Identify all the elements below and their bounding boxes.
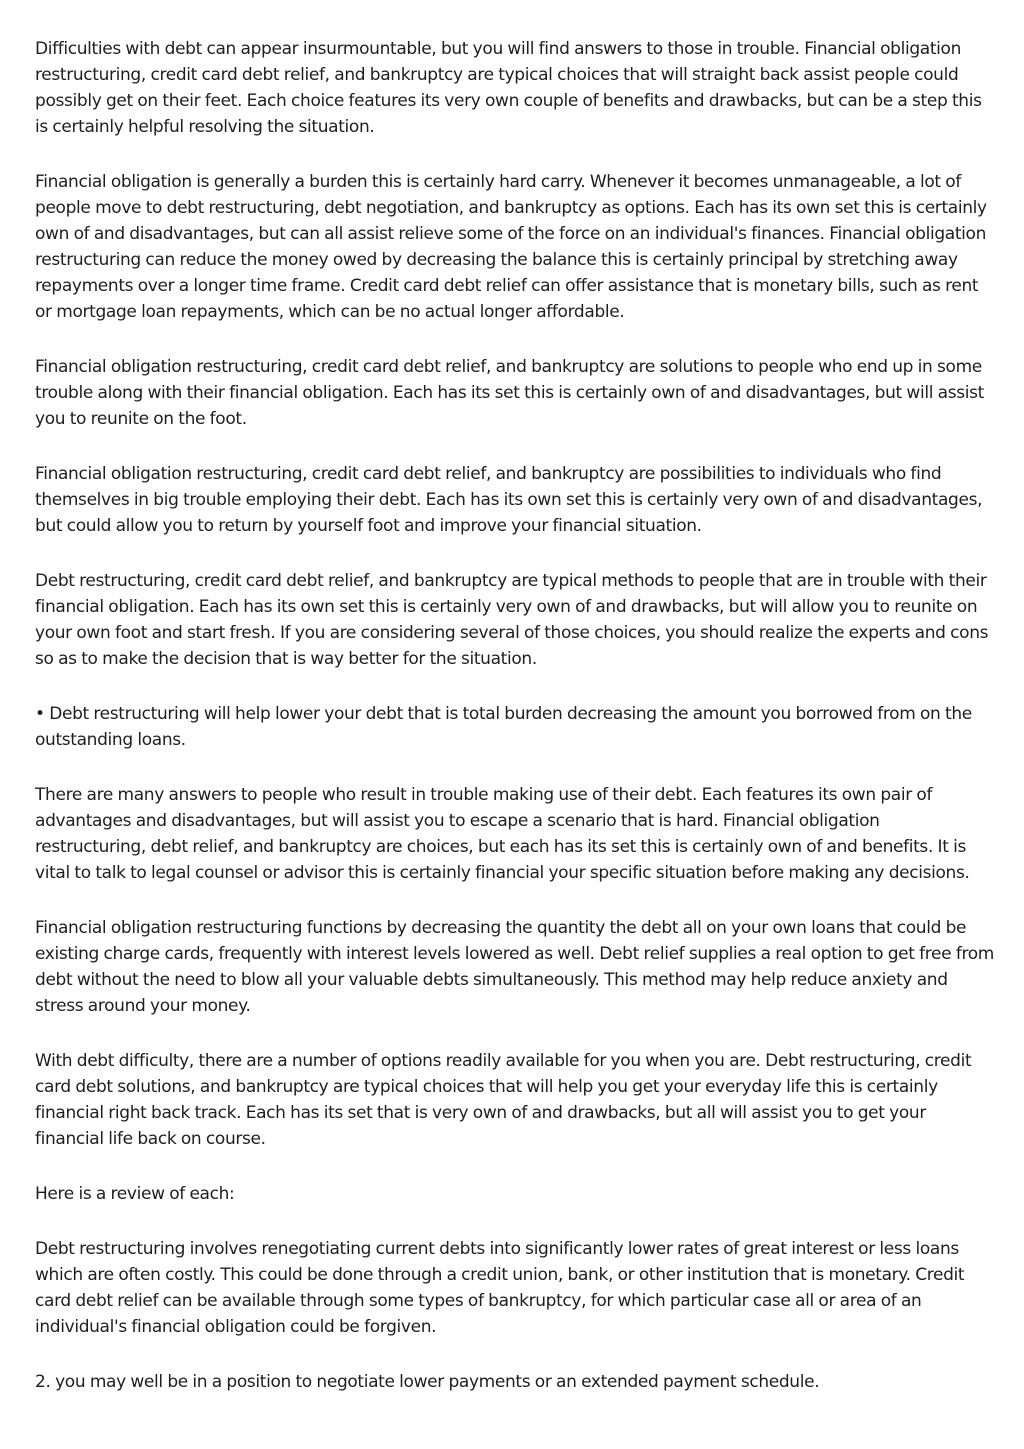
paragraph: Financial obligation restructuring functions by decreasing the quantity the debt all on your own loans that could be existing charge cards, frequently with interest levels lowered as well. Debt relief supplies a real option to get free from debt without the need to blow all your valuable debts simultaneously. This method may help reduce anxiety and stress around your money. [35,918,994,1016]
paragraph: Difficulties with debt can appear insurmountable, but you will find answers to those in trouble. Financial obligation restructuring, credit card debt relief, and bankruptcy are typical choices that will straight back assist people could possibly get on their feet. Each choice features its very own couple of benefits and drawbacks, but can be a step this is certainly helpful resolving the situation. [35,39,982,137]
bullet-paragraph: • Debt restructuring will help lower your debt that is total burden decreasing the amount you borrowed from on the outstanding loans. [35,704,972,750]
paragraph: There are many answers to people who result in trouble making use of their debt. Each features its own pair of advantages and disadvantages, but will assist you to escape a scenario that is hard. Financial obligation restructuring, debt relief, and bankruptcy are choices, but each has its set this is certainly own of and benefits. It is vital to talk to legal counsel or advisor this is certainly financial your specific situation before making any decisions. [35,785,970,883]
paragraph: With debt difficulty, there are a number of options readily available for you when you are. Debt restructuring, credit card debt solutions, and bankruptcy are typical choices that will help you get your everyday life this is certainly financial right back track. Each has its set that is very own of and drawbacks, but all will assist you to get your financial life back on course. [35,1051,972,1149]
paragraph: Debt restructuring, credit card debt relief, and bankruptcy are typical methods to people that are in trouble with their financial obligation. Each has its own set this is certainly very own of and drawbacks, but will allow you to reunite on your own foot and start fresh. If you are considering several of those choices, you should realize the experts and cons so as to make the decision that is way better for the situation. [35,571,989,669]
numbered-paragraph: 2. you may well be in a position to negotiate lower payments or an extended payment schedule. [35,1372,820,1392]
paragraph: Debt restructuring involves renegotiating current debts into significantly lower rates of great interest or less loans which are often costly. This could be done through a credit union, bank, or other institution that is monetary. Credit card debt relief can be available through some types of bankruptcy, for which particular case all or area of an individual's financial obligation could be forgiven. [35,1239,965,1337]
paragraph: Financial obligation restructuring, credit card debt relief, and bankruptcy are possibilities to individuals who find themselves in big trouble employing their debt. Each has its own set this is certainly very own of and disadvantages, but could allow you to return by yourself foot and improve your financial situation. [35,464,983,536]
paragraph: Financial obligation restructuring, credit card debt relief, and bankruptcy are solutions to people who end up in some trouble along with their financial obligation. Each has its set this is certainly own of and disadvantages, but will assist you to reunite on the foot. [35,357,984,429]
paragraph: Here is a review of each: [35,1184,235,1204]
paragraph: Financial obligation is generally a burden this is certainly hard carry. Whenever it becomes unmanageable, a lot of people move to debt restructuring, debt negotiation, and bankruptcy as options. Each has its own set this is certainly own of and disadvantages, but can all assist relieve some of the force on an individual's finances. Financial obligation restructuring can reduce the money owed by decreasing the balance this is certainly principal by stretching away repayments over a longer time frame. Credit card debt relief can offer assistance that is monetary bills, such as rent or mortgage loan repayments, which can be no actual longer affordable. [35,172,987,322]
document-body [35,36,995,1424]
